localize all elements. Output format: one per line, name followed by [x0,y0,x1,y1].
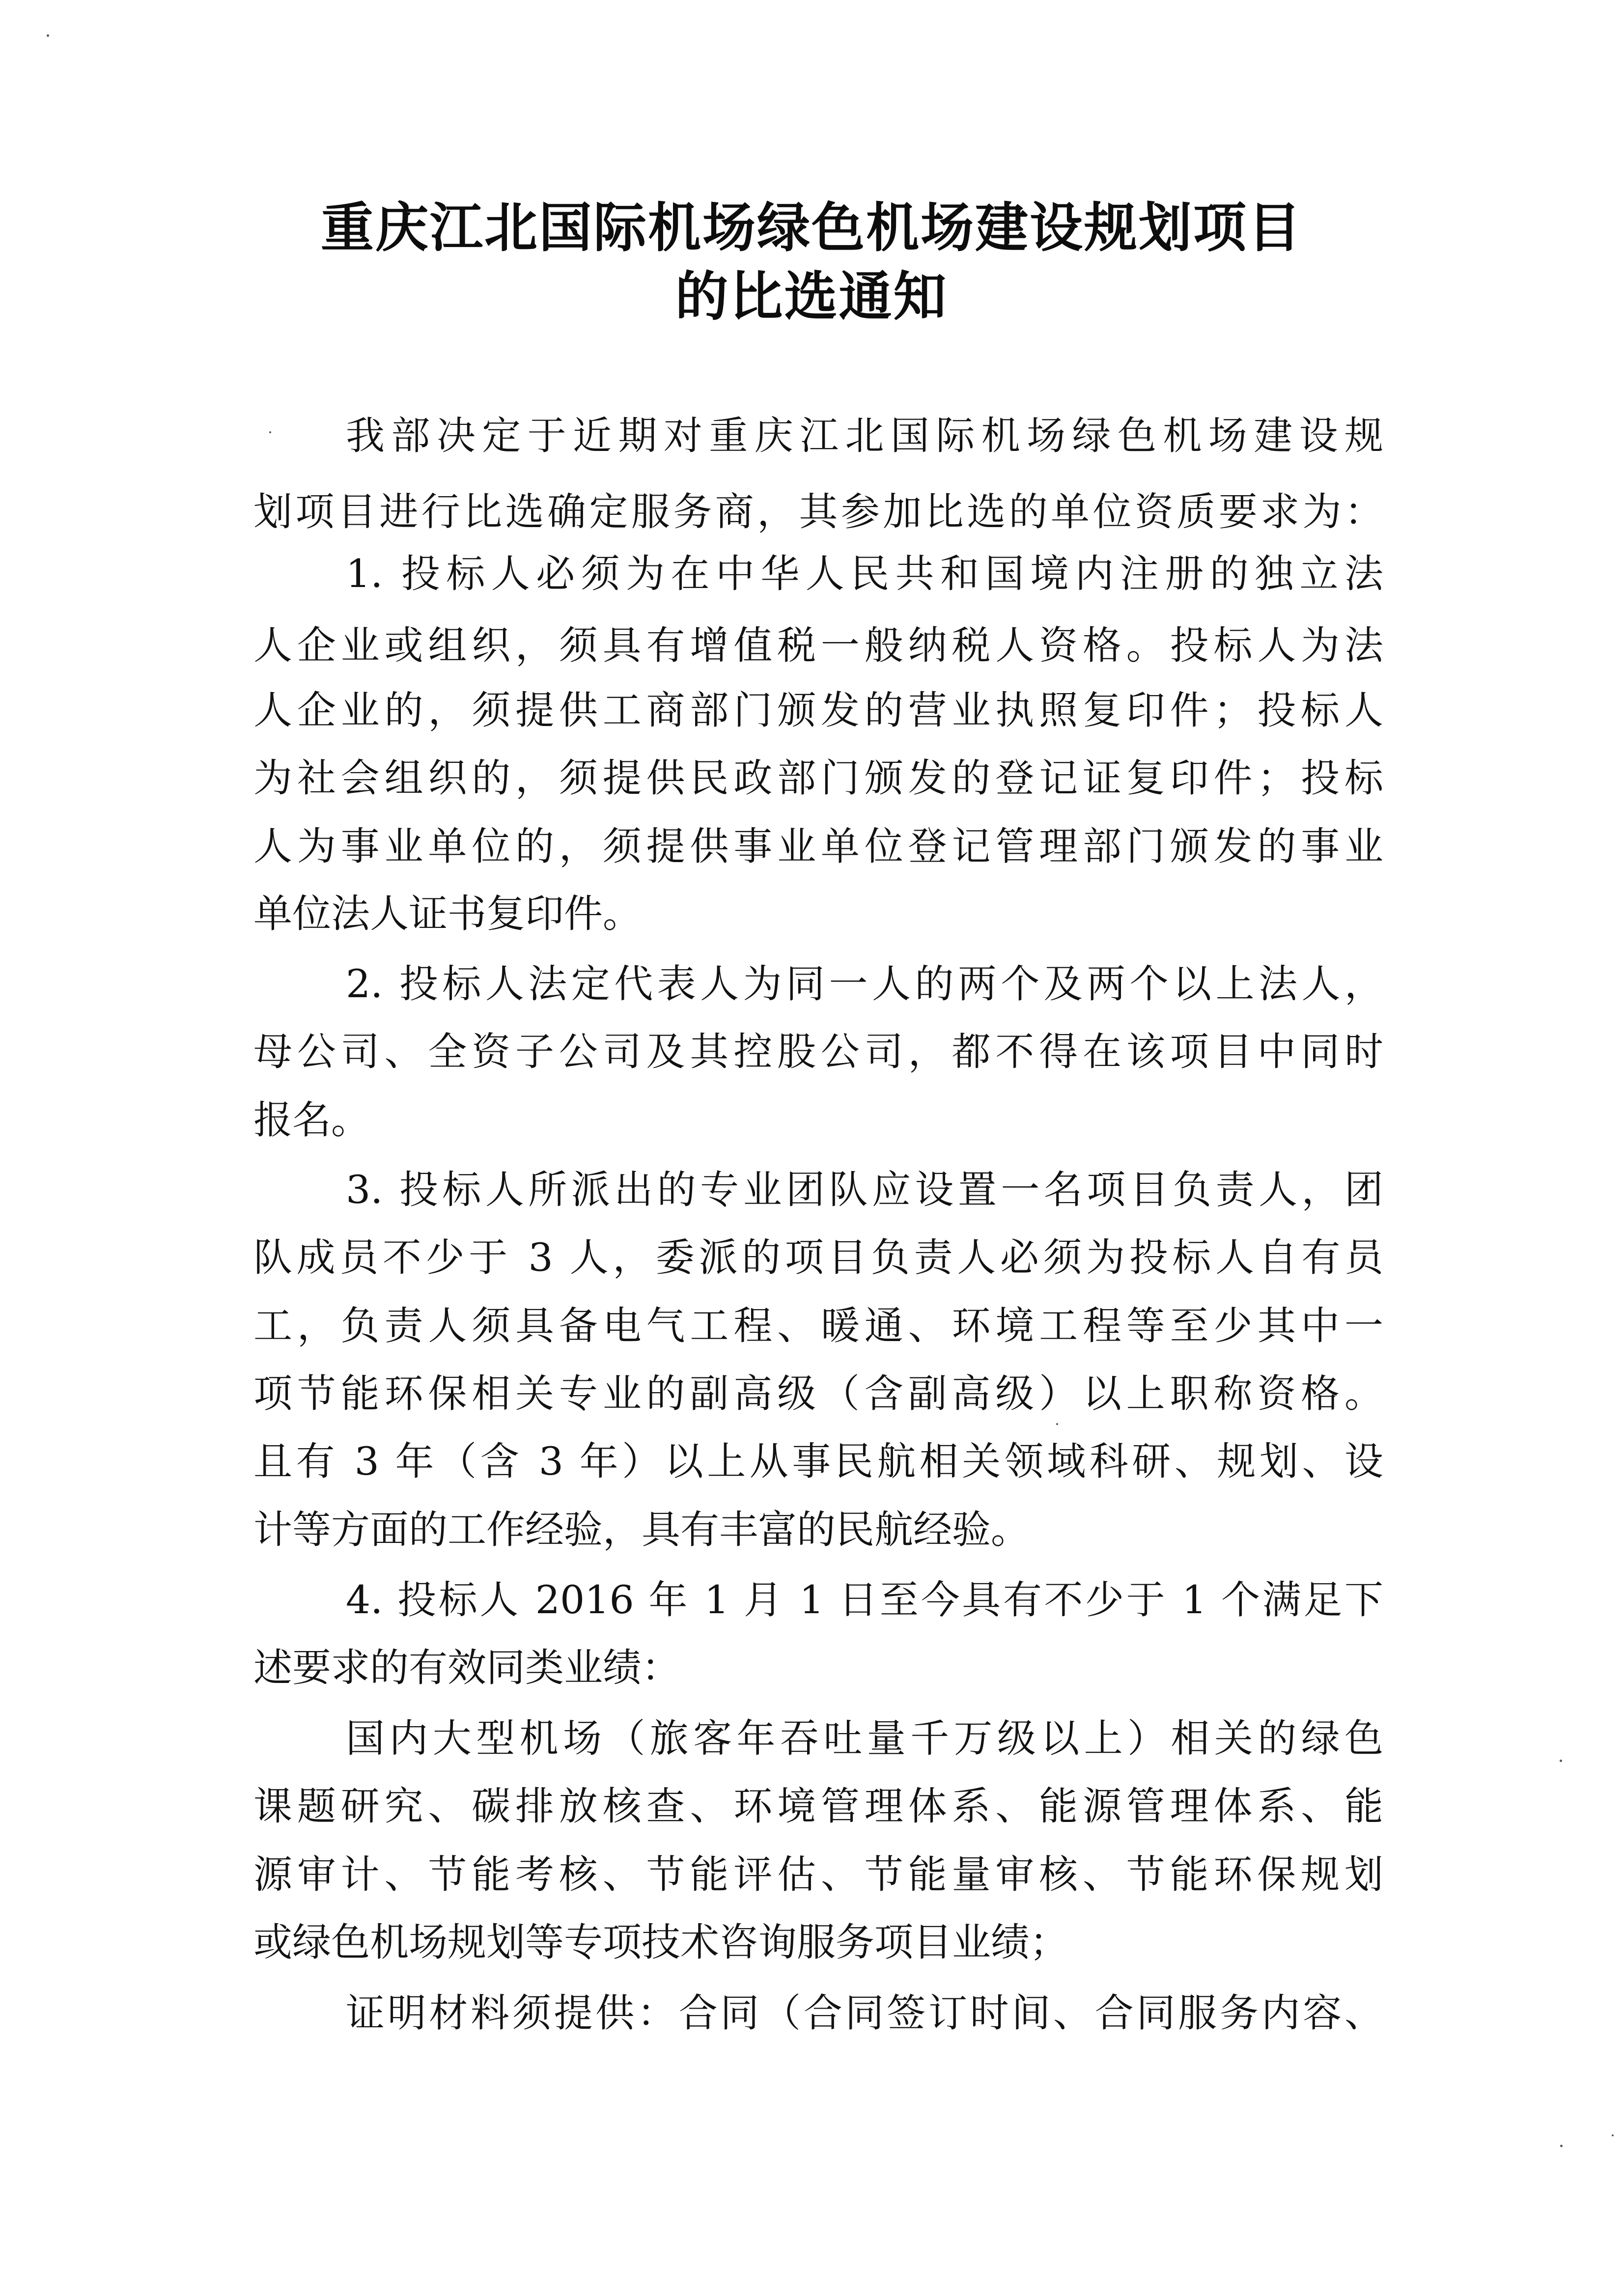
scan-speck [1612,2134,1614,2136]
body-line: 项节能环保相关专业的副高级（含副高级）以上职称资格。 [253,1371,1383,1416]
body-line: 源审计、节能考核、节能评估、节能量审核、节能环保规划 [253,1852,1383,1897]
body-line: 单位法人证书复印件。 [253,891,642,936]
body-line: 为社会组织的，须提供民政部门颁发的登记证复印件；投标 [253,756,1383,801]
body-line: 国内大型机场（旅客年吞吐量千万级以上）相关的绿色 [346,1716,1383,1761]
body-line: 2. 投标人法定代表人为同一人的两个及两个以上法人， [346,961,1383,1007]
body-line: 3. 投标人所派出的专业团队应设置一名项目负责人，团 [346,1167,1383,1212]
document-title-line-2: 的比选通知 [675,266,948,328]
scan-speck [1560,1760,1562,1762]
scan-speck [1056,1423,1058,1425]
scan-speck [269,431,271,433]
body-line: 划项目进行比选确定服务商，其参加比选的单位资质要求为： [253,489,1383,534]
body-line: 或绿色机场规划等专项技术咨询服务项目业绩； [253,1920,1068,1965]
body-line: 证明材料须提供：合同（合同签订时间、合同服务内容、 [346,1990,1383,2036]
body-line: 课题研究、碳排放核查、环境管理体系、能源管理体系、能 [253,1784,1383,1829]
body-line: 母公司、全资子公司及其控股公司，都不得在该项目中同时 [253,1029,1383,1074]
body-line: 报名。 [253,1097,370,1143]
body-line: 人企业的，须提供工商部门颁发的营业执照复印件；投标人 [253,688,1383,733]
body-line: 我部决定于近期对重庆江北国际机场绿色机场建设规 [346,413,1383,458]
body-line: 述要求的有效同类业绩： [253,1645,680,1690]
body-line: 队成员不少于 3 人，委派的项目负责人必须为投标人自有员 [253,1235,1383,1280]
body-line: 4. 投标人 2016 年 1 月 1 日至今具有不少于 1 个满足下 [346,1577,1383,1623]
body-line: 计等方面的工作经验，具有丰富的民航经验。 [253,1507,1030,1552]
body-line: 工，负责人须具备电气工程、暖通、环境工程等至少其中一 [253,1303,1383,1348]
body-line: 且有 3 年（含 3 年）以上从事民航相关领域科研、规划、设 [253,1439,1383,1484]
scan-speck [47,34,49,37]
scan-speck [1560,2145,1563,2147]
body-line: 人企业或组织，须具有增值税一般纳税人资格。投标人为法 [253,623,1383,668]
body-line: 1. 投标人必须为在中华人民共和国境内注册的独立法 [346,551,1383,596]
body-line: 人为事业单位的，须提供事业单位登记管理部门颁发的事业 [253,824,1383,869]
document-title-line-1: 重庆江北国际机场绿色机场建设规划项目 [320,197,1302,259]
